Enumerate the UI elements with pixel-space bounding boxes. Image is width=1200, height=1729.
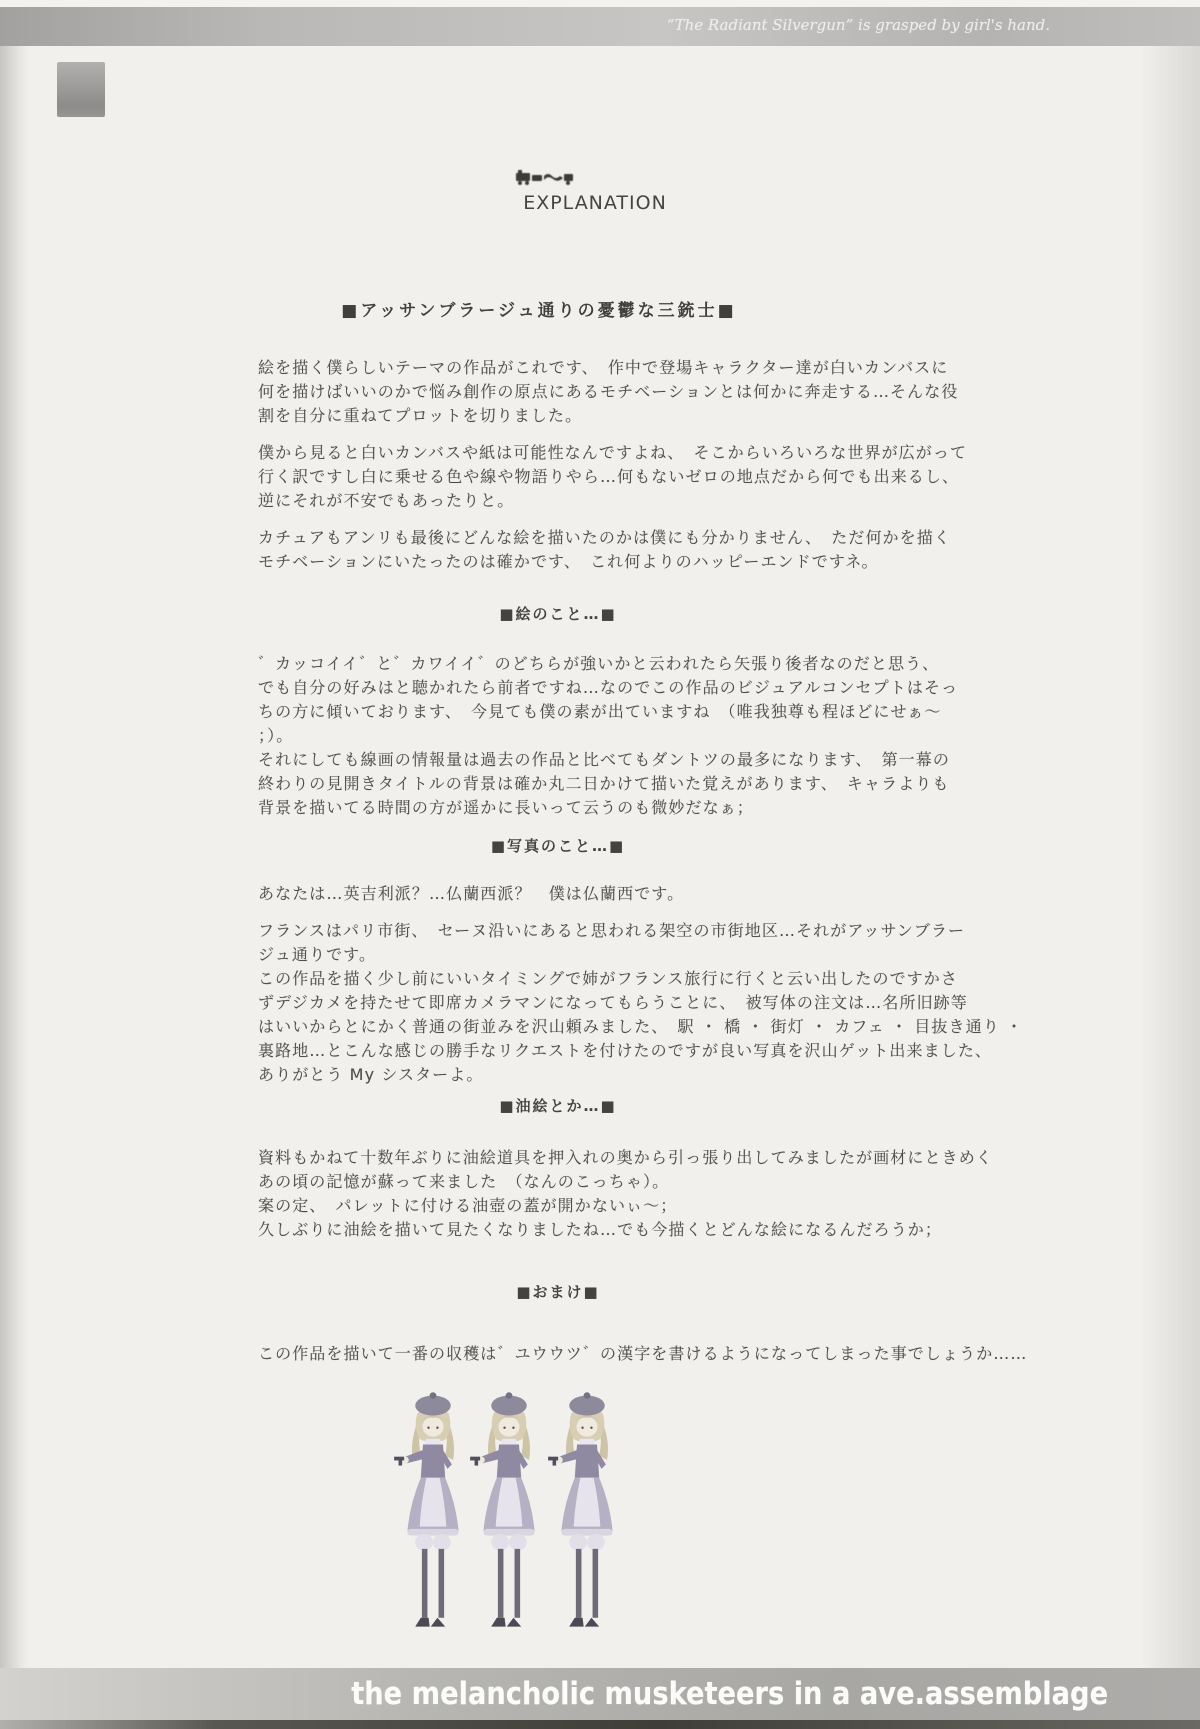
text-line: この作品を描いて一番の収穫は゛ユウウツ゛の漢字を書けるようになってしまった事でしょうか…… [258, 1344, 1028, 1363]
text-line: 僕から見ると白いカンバスや紙は可能性なんですよね、 そこからいろいろな世界が広がって [258, 443, 968, 462]
text-line: ；）。 [258, 726, 294, 745]
text-line: 割を自分に重ねてプロットを切りました。 [258, 406, 583, 425]
section-heading: ■おまけ■ [516, 1283, 600, 1301]
paragraph [258, 882, 1018, 906]
paragraph [258, 356, 1018, 428]
musketeer-girl-illustration [547, 1386, 627, 1634]
text-line: 資料もかねて十数年ぶりに油絵道具を押入れの奥から引っ張り出してみましたが画材にときめく [258, 1148, 993, 1167]
text-line: 何を描けばいいのかで悩み創作の原点にあるモチベーションとは何かに奔走する…そんな役 [258, 382, 959, 401]
section-heading: ■油絵とか…■ [499, 1097, 617, 1115]
scan-right-shadow [1140, 46, 1200, 1668]
text-line: はいいからとにかく普通の街並みを沢山頼みました、 駅 ・ 橋 ・ 街灯 ・ カフェ ・ 目抜き通り ・ [258, 1017, 1024, 1036]
text-line: カチュアもアンリも最後にどんな絵を描いたのかは僕にも分かりません、 ただ何かを描く [258, 528, 951, 547]
text-line: 逆にそれが不安でもあったりと。 [258, 491, 515, 510]
page-top-edge [0, 0, 1200, 7]
section-0 [258, 356, 1018, 587]
paragraph [258, 1342, 1028, 1366]
musketeer-girl-illustration [393, 1386, 473, 1634]
text-line: 行く訳ですし白に乗せる色や線や物語りやら…何もないゼロの地点だから何でも出来るし、 [258, 467, 960, 486]
article-main-heading: ■アッサンブラージュ通りの憂鬱な三銃士■ [341, 301, 737, 321]
text-line: 裏路地…とこんな感じの勝手なリクエストを付けたのですが良い写真を沢山ゲット出来ました、 [258, 1041, 993, 1060]
scan-artifact-square [57, 62, 105, 117]
text-line: あの頃の記憶が蘇って来ました （なんのこっちゃ）。 [258, 1172, 670, 1191]
text-line: 案の定、 パレットに付ける油壺の蓋が開かないぃ～； [258, 1196, 678, 1215]
text-line: ちの方に傾いております、 今見ても僕の素が出ていますね （唯我独尊も程ほどにせぁ～ [258, 702, 942, 721]
text-line: ゛カッコイイ゛と゛カワイイ゛のどちらが強いかと云われたら矢張り後者なのだと思う、 [258, 654, 940, 673]
paragraph [258, 526, 1018, 574]
section-heading: ■絵のこと…■ [499, 605, 617, 623]
page-title: EXPLANATION [523, 192, 667, 214]
text-line: ジュ通りです。 [258, 945, 377, 964]
musketeer-girl-illustration [469, 1386, 549, 1634]
text-line: ずデジカメを持たせて即席カメラマンになってもらうことに、 被写体の注文は…名所旧跡等 [258, 993, 968, 1012]
text-line: この作品を描く少し前にいいタイミングで姉がフランス旅行に行くと云い出したのですかさ [258, 969, 958, 988]
section-heading: ■写真のこと…■ [490, 837, 626, 855]
text-line: でも自分の好みはと聴かれたら前者ですね…なのでこの作品のビジュアルコンセプトはそっ [258, 678, 959, 697]
paragraph [258, 1146, 1018, 1242]
text-line: フランスはパリ市街、 セーヌ沿いにあると思われる架空の市街地区…それがアッサンブラー [258, 921, 966, 940]
scan-left-shadow [0, 46, 30, 1668]
text-line: 背景を描いてる時間の方が遥かに長いって云うのも微妙だなぁ； [258, 798, 754, 817]
section-1 [258, 604, 1018, 833]
text-line: 終わりの見開きタイトルの背景は確か丸二日かけて描いた覚えがあります、 キャラよりも [258, 774, 950, 793]
page-bottom-edge [0, 1720, 1200, 1729]
section-3 [258, 1096, 1018, 1255]
paragraph [258, 652, 1018, 820]
section-2 [258, 836, 1024, 1100]
section-4 [258, 1282, 1028, 1379]
paragraph [258, 441, 1018, 513]
text-line: 久しぶりに油絵を描いて見たくなりましたね…でも今描くとどんな絵になるんだろうか； [258, 1220, 943, 1239]
text-line: それにしても線画の情報量は過去の作品と比べてもダントツの最多になります、 第一幕の [258, 750, 950, 769]
musketeer-girls-illustration [390, 1386, 640, 1636]
text-line: ありがとう My シスターよ。 [258, 1065, 484, 1084]
text-line: 絵を描く僕らしいテーマの作品がこれです、 作中で登場キャラクター達が白いカンバスに [258, 358, 949, 377]
footer-caption: the melancholic musketeers in a ave.assemblage [351, 1676, 1108, 1712]
ave-logo-icon [502, 167, 592, 191]
text-line: モチベーションにいたったのは確かです、 これ何よりのハッピーエンドですネ。 [258, 552, 879, 571]
paragraph [258, 919, 1024, 1087]
top-banner [0, 7, 1200, 46]
footer-bar [0, 1668, 1200, 1720]
top-banner-caption: “The Radiant Silvergun” is grasped by girl's hand. [666, 16, 1050, 34]
text-line: あなたは…英吉利派？…仏蘭西派？ 僕は仏蘭西です。 [258, 884, 685, 903]
